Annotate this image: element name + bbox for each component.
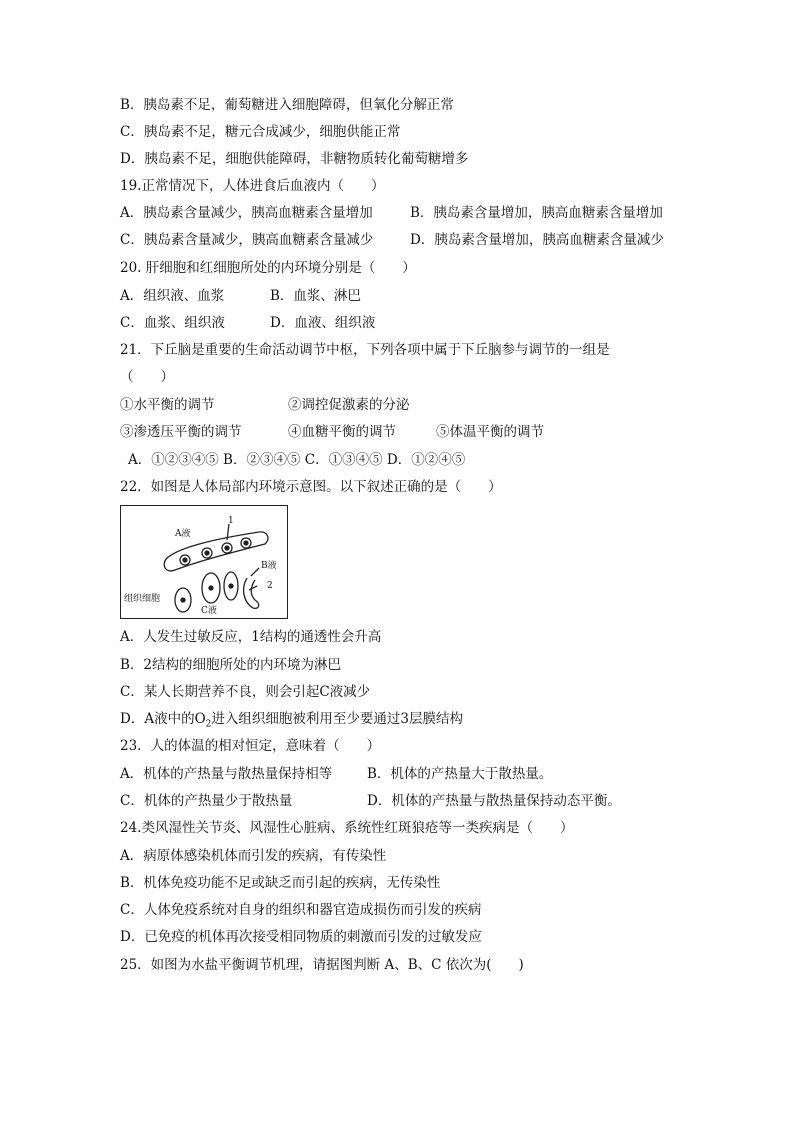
option: D．胰岛素含量增加，胰高血糖素含量减少 (410, 232, 664, 248)
option: D．机体的产热量与散热量保持动态平衡。 (367, 793, 621, 809)
item: ④血糖平衡的调节 (288, 424, 396, 440)
option: A．胰岛素含量减少，胰高血糖素含量增加 (120, 205, 373, 221)
item: ①水平衡的调节 (120, 397, 215, 413)
question-25: 25．如图为水盐平衡调节机理，请据图判断 A、B、C 依次为( ) (120, 957, 524, 973)
option: D．已免疫的机体再次接受相同物质的刺激而引发的过敏发应 (120, 929, 482, 945)
question-20: 20. 肝细胞和红细胞所处的内环境分别是（ ） (120, 260, 416, 276)
label-c-liquid: C液 (201, 606, 217, 616)
question-22: 22．如图是人体局部内环境示意图。以下叙述正确的是（ ） (120, 479, 502, 495)
option: B．2结构的细胞所处的内环境为淋巴 (120, 657, 342, 673)
option: A．机体的产热量与散热量保持相等 (120, 766, 333, 782)
option-text: 进入组织细胞被利用至少要通过3层膜结构 (211, 711, 463, 727)
option: C．胰岛素含量减少，胰高血糖素含量减少 (120, 232, 374, 248)
question-24: 24.类风湿性关节炎、风湿性心脏病、系统性红斑狼疮等一类疾病是（ ） (120, 820, 574, 836)
text-line: B．胰岛素不足，葡萄糖进入细胞障碍，但氧化分解正常 (120, 97, 454, 113)
text-line: D．胰岛素不足，细胞供能障碍，非糖物质转化葡萄糖增多 (120, 151, 469, 167)
option: D．血液、组织液 (270, 315, 376, 331)
internal-environment-figure (120, 505, 288, 619)
option-text: D．A液中的O (120, 711, 206, 727)
subscript: 2 (205, 719, 212, 730)
question-21: 21．下丘脑是重要的生命活动调节中枢，下列各项中属于下丘脑参与调节的一组是 (120, 342, 610, 358)
option: A．病原体感染机体而引发的疾病，有传染性 (120, 848, 387, 864)
item: ⑤体温平衡的调节 (436, 424, 544, 440)
text-line: C．胰岛素不足，糖元合成减少，细胞供能正常 (120, 124, 401, 140)
option: B．胰岛素含量增加，胰高血糖素含量增加 (410, 205, 663, 221)
answer-parens: （ ） (120, 369, 174, 385)
question-19: 19.正常情况下，人体进食后血液内（ ） (120, 178, 385, 194)
label-structure-1: 1 (228, 516, 234, 526)
item: ③渗透压平衡的调节 (120, 424, 242, 440)
option (120, 710, 463, 734)
option: C．人体免疫系统对自身的组织和器官造成损伤而引发的疾病 (120, 902, 482, 918)
option: A．组织液、血浆 (120, 288, 225, 304)
label-structure-2: 2 (267, 581, 273, 591)
option: C．机体的产热量少于散热量 (120, 793, 293, 809)
option: A．人发生过敏反应，1结构的通透性会升高 (120, 629, 382, 645)
option: C．血浆、组织液 (120, 315, 225, 331)
option: B．机体的产热量大于散热量。 (367, 766, 553, 782)
label-b-liquid: B液 (261, 561, 277, 571)
option: C．某人长期营养不良，则会引起C液减少 (120, 684, 371, 700)
options: A．①②③④⑤ B．②③④⑤ C．①③④⑤ D．①②④⑤ (128, 452, 466, 468)
option: B．血浆、淋巴 (270, 288, 361, 304)
item: ②调控促激素的分泌 (288, 397, 410, 413)
label-tissue-cell: 组织细胞 (124, 594, 161, 604)
label-a-liquid: A液 (175, 529, 191, 539)
question-23: 23．人的体温的相对恒定，意味着（ ） (120, 738, 381, 754)
option: B．机体免疫功能不足或缺乏而引起的疾病，无传染性 (120, 875, 441, 891)
